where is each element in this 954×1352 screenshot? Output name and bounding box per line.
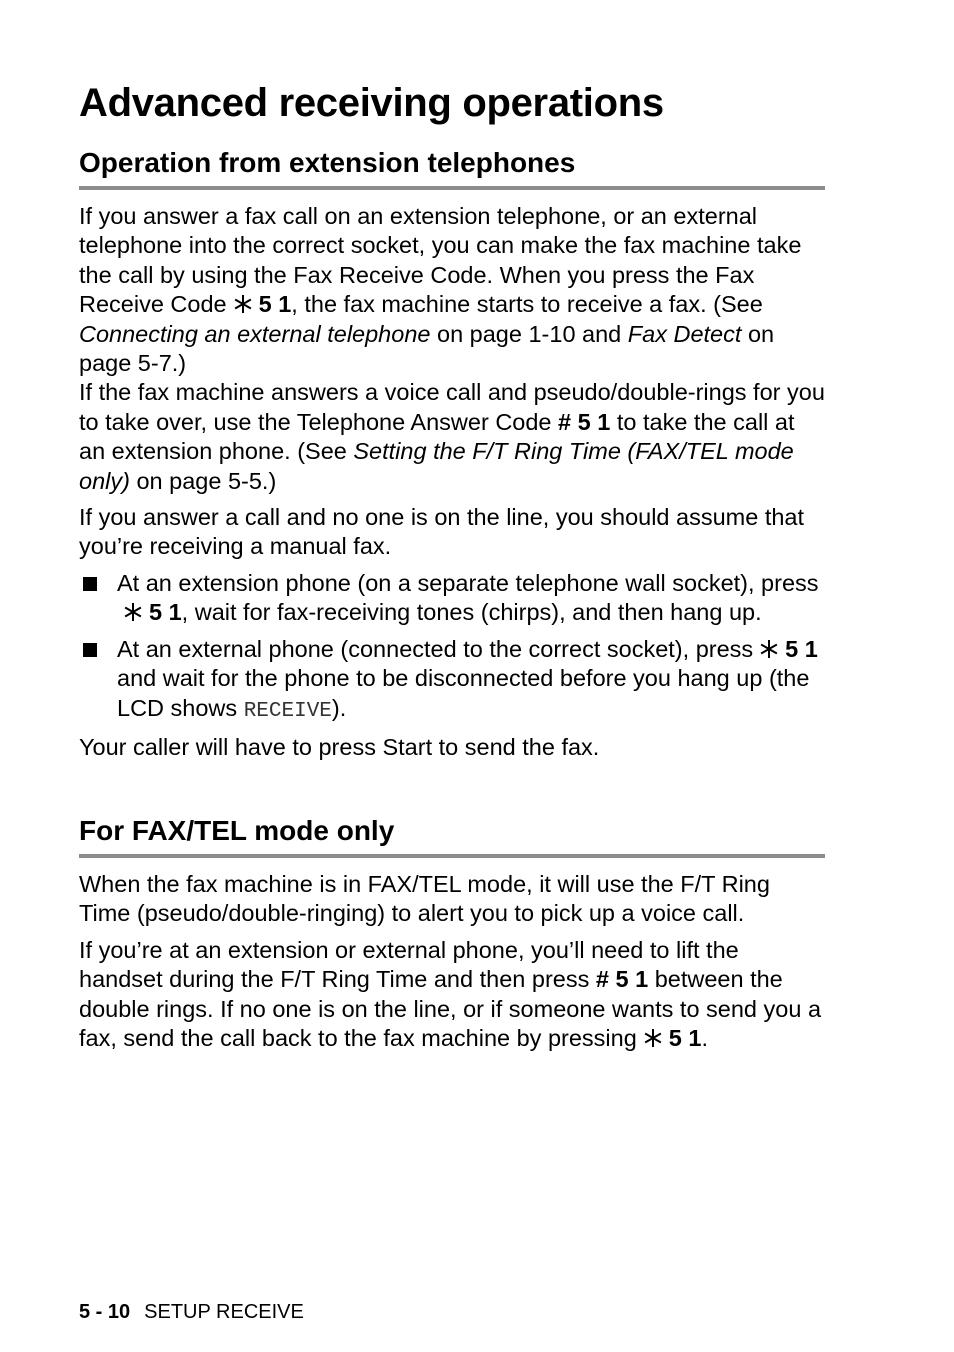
star-key-icon: [760, 640, 778, 658]
page-footer: [79, 1300, 304, 1324]
bullet-square-icon: [83, 643, 97, 657]
paragraph-fax-receive-code: If you answer a fax call on an extension telephone, or an external telephone into the correct socket, you can make the fax machine take the call by using the Fax Receive Code. When you press the Fax Receive Code 5 1, the fax machine starts to receive a fax. (See Connecting an external telephone on page 1-10 and Fax Detect on page 5-7.): [79, 203, 802, 377]
heading-rule: [79, 186, 825, 190]
paragraph-manual-fax: If you answer a call and no one is on the line, you should assume that you’re receiving a manual fax.: [79, 504, 805, 560]
paragraph-fax-tel-mode: When the fax machine is in FAX/TEL mode, it will use the F/T Ring Time (pseudo/double-ringing) to alert you to pick up a voice call.: [79, 871, 770, 927]
page-title: Advanced receiving operations: [79, 81, 664, 125]
star-key-icon: [124, 603, 142, 621]
telephone-answer-code: # 5 1: [558, 408, 611, 435]
page-number: 5 - 10: [79, 1301, 131, 1323]
paragraph-lift-handset: If you’re at an extension or external phone, you’ll need to lift the handset during the F/T Ring Time and then press # 5 1 between the double rings. If no one is on the line, or if someone wants to send you a fax, send the call back to the fax machine by pressing 5 1.: [79, 936, 822, 1052]
fax-receive-code: 5 1: [258, 291, 292, 318]
section-fax-tel-mode: [79, 814, 825, 1053]
footer-section-name: SETUP RECEIVE: [144, 1301, 304, 1323]
section-heading: Operation from extension telephones: [79, 147, 576, 178]
bullet-extension-phone: At an extension phone (on a separate telephone wall socket), press5 1, wait for fax-receiving tones (chirps), and then hang up.: [79, 569, 825, 628]
link-ft-ring-time: Setting the F/T Ring Time (FAX/TEL mode only): [79, 438, 794, 494]
section-heading: For FAX/TEL mode only: [79, 815, 395, 846]
bullet-external-phone: At an external phone (connected to the correct socket), press 5 1 and wait for the phone to be disconnected before you hang up (the LCD shows RECEIVE).: [79, 635, 825, 726]
paragraph-telephone-answer-code: If the fax machine answers a voice call and pseudo/double-rings for you to take over, use the Telephone Answer Code # 5 1 to take the call at an extension phone. (See Setting the F/T Ring Time (FAX/TEL mode only) on page 5-5.): [79, 379, 825, 494]
section-extension-telephones: [79, 146, 825, 762]
star-key-icon: [234, 295, 252, 313]
bullet-square-icon: [83, 577, 97, 591]
paragraph-caller-start: Your caller will have to press Start to send the fax.: [79, 733, 600, 760]
heading-rule: [79, 854, 825, 858]
star-key-icon: [644, 1029, 662, 1047]
link-connecting-external-telephone: Connecting an external telephone: [79, 320, 431, 347]
link-fax-detect: Fax Detect: [627, 320, 742, 347]
lcd-message: RECEIVE: [243, 699, 332, 723]
